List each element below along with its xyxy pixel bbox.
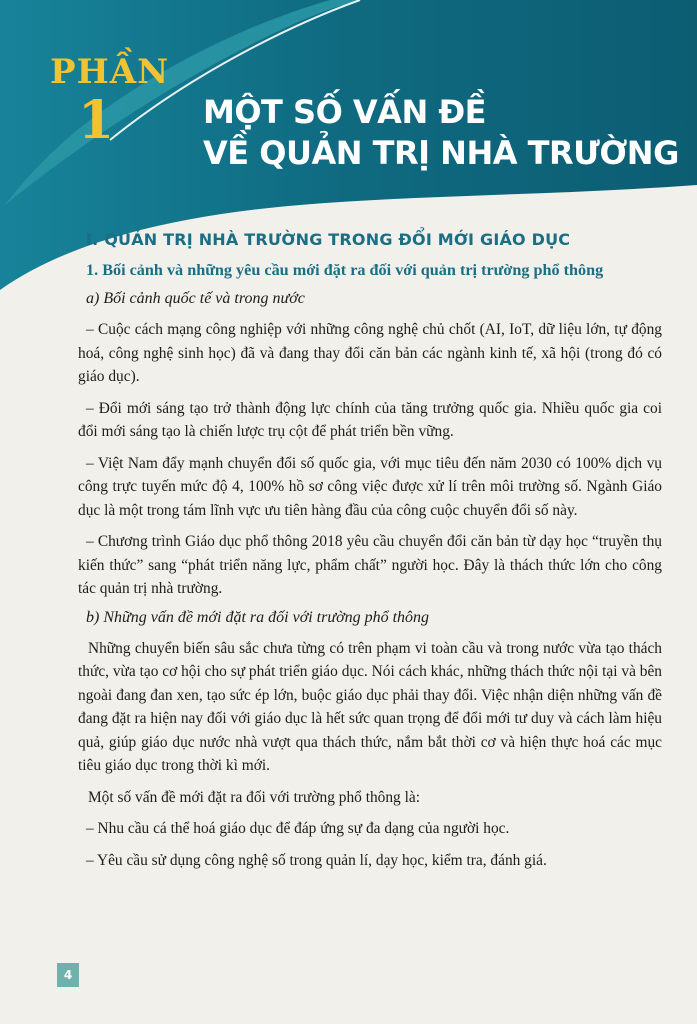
page-number: 4: [57, 963, 79, 987]
part-a-title: a) Bối cảnh quốc tế và trong nước: [86, 290, 305, 307]
paragraph: – Việt Nam đẩy mạnh chuyển đổi số quốc gia, với mục tiêu đến năm 2030 có 100% dịch vụ công trực tuyến mức độ 4, 100% hồ sơ công việc được xử lí trên môi trường số. Ngành Giáo dục là một trong tám lĩnh vực ưu tiên hàng đầu của công cuộc chuyển đổi số này.: [78, 454, 662, 519]
paragraph: – Chương trình Giáo dục phổ thông 2018 yêu cầu chuyển đổi căn bản từ dạy học “truyền thụ kiến thức” sang “phát triển năng lực, phẩm chất” người học. Đây là thách thức lớn cho công tác quản trị nhà trường.: [78, 533, 662, 597]
paragraph: Những chuyển biến sâu sắc chưa từng có trên phạm vi toàn cầu và trong nước vừa tạo thách thức, vừa tạo cơ hội cho sự phát triển giáo dục. Nói cách khác, những thách thức nội tại và bên ngoài đang đan xen, tạo sức ép lớn, buộc giáo dục phải thay đổi. Việc nhận diện những vấn đề đang đặt ra hiện nay đối với giáo dục là hết sức quan trọng để đổi mới tư duy và cách làm hiệu quả, giúp giáo dục nước nhà vượt qua thách thức, nắm bắt thời cơ và hiện thực hoá các mục tiêu giáo dục trong thời kì mới.: [78, 639, 662, 774]
chapter-title-line-2: VỀ QUẢN TRỊ NHÀ TRƯỜNG: [203, 134, 679, 172]
section-heading: I. QUẢN TRỊ NHÀ TRƯỜNG TRONG ĐỔI MỚI GIÁO DỤC: [86, 230, 571, 249]
sub-heading: 1. Bối cảnh và những yêu cầu mới đặt ra đối với quản trị trường phổ thông: [86, 261, 604, 279]
chapter-title-line-1: MỘT SỐ VẤN ĐỀ: [203, 93, 487, 131]
chapter-title: [203, 92, 683, 174]
page-content: [80, 230, 662, 880]
paragraph: – Cuộc cách mạng công nghiệp với những công nghệ chủ chốt (AI, IoT, dữ liệu lớn, tự động hoá, công nghệ sinh học) đã và đang thay đổi căn bản các ngành kinh tế, xã hội (trong đó có giáo dục).: [78, 321, 662, 385]
paragraph: – Yêu cầu sử dụng công nghệ số trong quản lí, dạy học, kiểm tra, đánh giá.: [86, 851, 547, 869]
part-b-title: b) Những vấn đề mới đặt ra đối với trường phổ thông: [86, 608, 430, 626]
part-label: PHẦN: [50, 52, 170, 92]
paragraph: Một số vấn đề mới đặt ra đối với trường phổ thông là:: [88, 788, 420, 806]
part-number: 1: [78, 90, 115, 151]
paragraph: – Nhu cầu cá thể hoá giáo dục để đáp ứng sự đa dạng của người học.: [86, 820, 510, 837]
paragraph: – Đổi mới sáng tạo trở thành động lực chính của tăng trưởng quốc gia. Nhiều quốc gia coi đổi mới sáng tạo là chiến lược trụ cột để phát triển bền vững.: [78, 399, 662, 440]
